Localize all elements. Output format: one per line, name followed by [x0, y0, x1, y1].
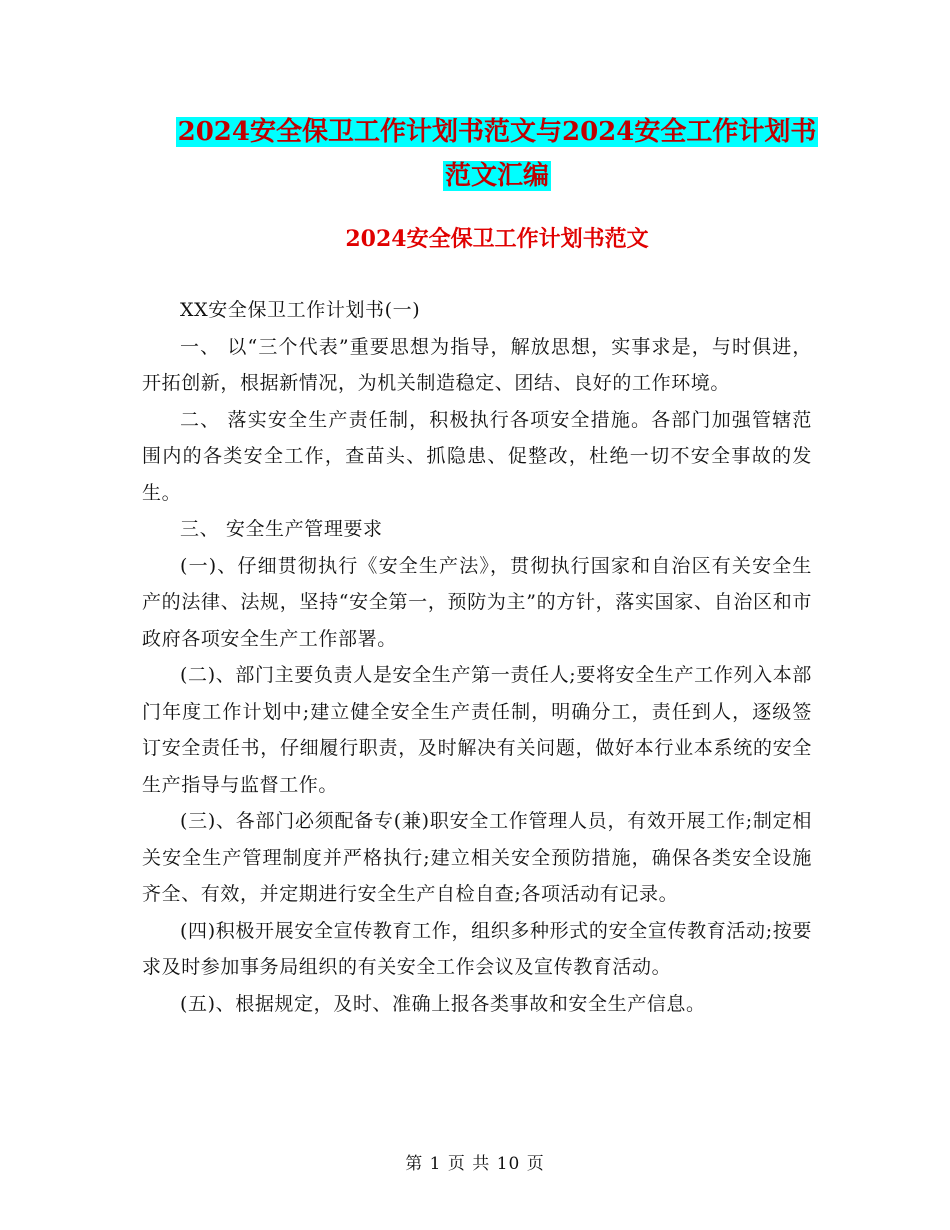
paragraph: 二、 落实安全生产责任制，积极执行各项安全措施。各部门加强管辖范围内的各类安全工作，查苗头、抓隐患、促整改，杜绝一切不安全事故的发生。: [142, 408, 812, 504]
paragraph: 三、 安全生产管理要求: [180, 518, 383, 540]
paragraph: (二)、部门主要负责人是安全生产第一责任人;要将安全生产工作列入本部门年度工作计划中;建立健全安全生产责任制，明确分工，责任到人，逐级签订安全责任书，仔细履行职责，及时解决有关问题，做好本行业本系统的安全生产指导与监督工作。: [142, 664, 812, 796]
main-title: [140, 110, 854, 198]
paragraph: (一)、仔细贯彻执行《安全生产法》，贯彻执行国家和自治区有关安全生产的法律、法规，坚持“安全第一，预防为主”的方针，落实国家、自治区和市政府各项安全生产工作部署。: [142, 554, 812, 650]
body-text: [142, 292, 812, 1022]
paragraph: (三)、各部门必须配备专(兼)职安全工作管理人员，有效开展工作;制定相关安全生产管理制度并严格执行;建立相关安全预防措施，确保各类安全设施齐全、有效，并定期进行安全生产自检自查;各项活动有记录。: [142, 810, 812, 905]
section-title: 2024安全保卫工作计划书范文: [345, 226, 649, 252]
paragraph: (五)、根据规定，及时、准确上报各类事故和安全生产信息。: [180, 992, 706, 1015]
paragraph: 一、 以“三个代表”重要思想为指导，解放思想，实事求是，与时俱进，开拓创新，根据新情况，为机关制造稳定、团结、良好的工作环境。: [142, 335, 812, 394]
main-title-line1: 2024安全保卫工作计划书范文与2024安全工作计划书: [177, 117, 817, 147]
main-title-line2: 范文汇编: [444, 161, 549, 191]
page-footer: 第 1 页 共 10 页: [405, 1154, 545, 1174]
paragraph: XX安全保卫工作计划书(一): [180, 299, 421, 321]
paragraph: (四)积极开展安全宣传教育工作，组织多种形式的安全宣传教育活动;按要求及时参加事务局组织的有关安全工作会议及宣传教育活动。: [142, 919, 812, 978]
